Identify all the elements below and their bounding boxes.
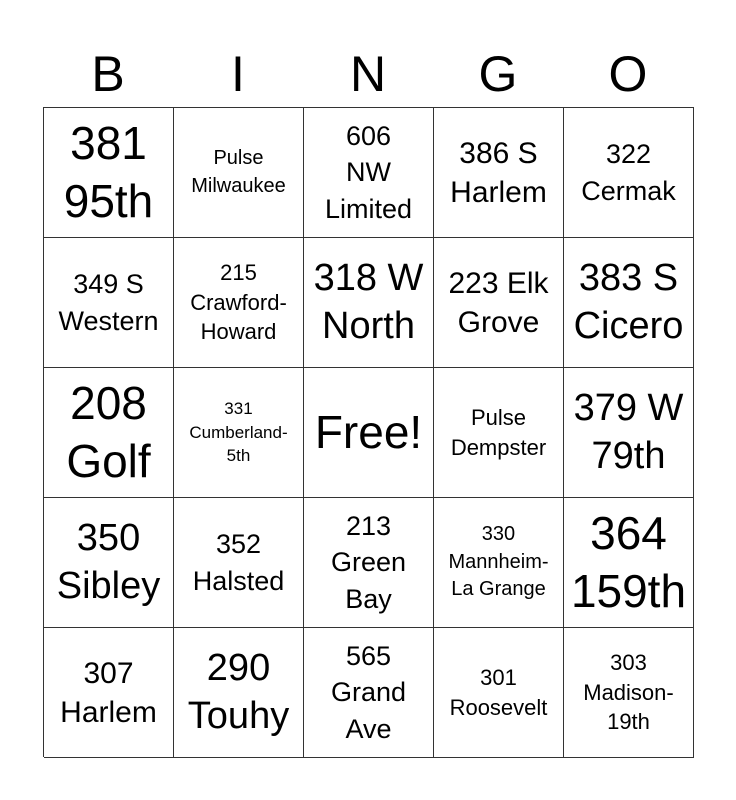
bingo-cell[interactable] [44,498,174,628]
bingo-cell[interactable] [304,628,434,758]
bingo-cell[interactable] [564,238,694,368]
bingo-cell[interactable] [174,108,304,238]
bingo-cell[interactable] [44,368,174,498]
cell-text: 606 NW Limited [324,120,413,224]
cell-text: 352 Halsted [192,529,285,596]
cell-text: Free! [314,405,423,458]
bingo-cell[interactable] [564,108,694,238]
cell-text: 208 Golf [66,377,151,487]
bingo-cell[interactable] [304,108,434,238]
bingo-cell[interactable] [44,628,174,758]
bingo-cell[interactable] [564,628,694,758]
header-letter-g: G [478,46,518,102]
cell-text: 303 Madison- 19th [583,649,674,735]
bingo-header [43,40,693,108]
cell-text: Pulse Milwaukee [191,146,286,197]
cell-text: 383 S Cicero [573,257,684,347]
bingo-cell[interactable] [304,498,434,628]
cell-text: 349 S Western [58,269,159,336]
bingo-cell[interactable] [434,238,564,368]
bingo-cell[interactable] [174,368,304,498]
cell-text: 379 W 79th [573,387,684,477]
cell-text: 307 Harlem [60,656,157,729]
cell-text: 290 Touhy [187,647,290,737]
cell-text: 330 Mannheim- La Grange [448,523,549,601]
bingo-cell[interactable] [174,238,304,368]
cell-text: 565 Grand Ave [330,640,407,744]
cell-text: 318 W North [313,257,424,347]
bingo-cell[interactable] [434,628,564,758]
bingo-cell[interactable] [434,498,564,628]
bingo-cell[interactable] [434,368,564,498]
cell-text: 386 S Harlem [450,136,547,209]
header-letter-o: O [608,46,648,102]
cell-text: 223 Elk Grove [448,266,549,339]
bingo-cell[interactable] [304,238,434,368]
header-letter-n: N [349,46,387,102]
bingo-cell[interactable] [564,498,694,628]
bingo-grid [43,107,694,757]
cell-text: 215 Crawford- Howard [190,259,287,345]
bingo-cell[interactable] [44,238,174,368]
bingo-cell[interactable] [564,368,694,498]
cell-text: 331 Cumberland- 5th [189,398,288,466]
header-letter-i: I [231,46,245,102]
free-space[interactable] [304,368,434,498]
bingo-cell[interactable] [44,108,174,238]
bingo-cell[interactable] [434,108,564,238]
bingo-cell[interactable] [174,628,304,758]
cell-text: 364 159th [570,507,687,617]
cell-text: 381 95th [63,117,154,227]
cell-text: Pulse Dempster [450,404,547,460]
cell-text: 301 Roosevelt [449,664,548,720]
cell-text: 350 Sibley [56,517,161,607]
bingo-cell[interactable] [174,498,304,628]
header-letter-b: B [91,46,125,102]
cell-text: 213 Green Bay [330,510,407,614]
cell-text: 322 Cermak [581,139,676,206]
